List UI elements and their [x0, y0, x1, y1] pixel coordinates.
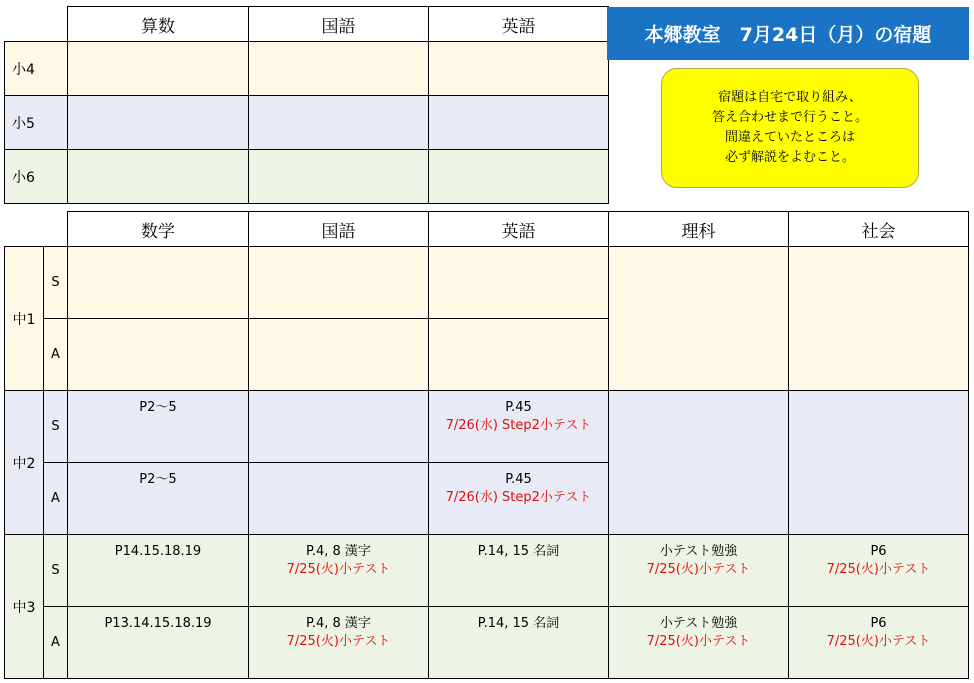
homework-text: P2〜5: [139, 472, 177, 487]
homework-text: P6: [870, 544, 887, 559]
homework-cell: [789, 247, 969, 391]
test-note: 7/25(火)小テスト: [826, 634, 931, 649]
subject-header: 国語: [249, 212, 429, 247]
homework-text: P.45: [505, 472, 532, 487]
note-line: 間違えていたところは: [724, 130, 855, 145]
homework-cell: [68, 247, 249, 319]
homework-cell: [249, 42, 429, 96]
homework-cell: [68, 391, 249, 463]
class-label: S: [44, 247, 68, 319]
homework-cell: [249, 96, 429, 150]
homework-cell: [68, 96, 249, 150]
grade-label: 小6: [5, 150, 68, 204]
subject-header: 算数: [68, 7, 249, 42]
homework-cell: [249, 319, 429, 391]
homework-text: P.4, 8 漢字: [306, 544, 371, 559]
homework-text: P.14, 15 名詞: [477, 616, 560, 631]
corner-blank: [5, 212, 68, 247]
homework-cell: [789, 607, 969, 679]
elementary-homework-table: [4, 6, 609, 204]
test-note: 7/26(水) Step2小テスト: [445, 418, 592, 433]
homework-text: P.4, 8 漢字: [306, 616, 371, 631]
grade-label: 中2: [5, 391, 44, 535]
homework-text: P.45: [505, 400, 532, 415]
homework-cell: [249, 150, 429, 204]
test-note: 7/26(水) Step2小テスト: [445, 490, 592, 505]
subject-header: 英語: [429, 212, 609, 247]
homework-cell: [249, 535, 429, 607]
class-label: A: [44, 319, 68, 391]
homework-text: P13.14.15.18.19: [104, 616, 212, 631]
homework-text: P6: [870, 616, 887, 631]
test-note: 7/25(火)小テスト: [826, 562, 931, 577]
homework-cell: [789, 391, 969, 535]
note-line: 必ず解説をよむこと。: [724, 150, 855, 165]
test-note: 7/25(火)小テスト: [286, 634, 391, 649]
homework-cell: [609, 607, 789, 679]
note-line: 答え合わせまで行うこと。: [711, 110, 868, 125]
grade-label: 中1: [5, 247, 44, 391]
class-label: A: [44, 607, 68, 679]
homework-text: 小テスト勉強: [659, 544, 738, 559]
homework-cell: [68, 535, 249, 607]
homework-cell: [609, 391, 789, 535]
test-note: 7/25(火)小テスト: [286, 562, 391, 577]
homework-cell: [68, 150, 249, 204]
homework-text: P14.15.18.19: [114, 544, 202, 559]
homework-cell: [429, 535, 609, 607]
homework-cell: [249, 607, 429, 679]
grade-label: 中3: [5, 535, 44, 679]
homework-cell: [68, 42, 249, 96]
homework-cell: [609, 535, 789, 607]
grade-label: 小4: [5, 42, 68, 96]
corner-blank: [5, 7, 68, 42]
homework-cell: [68, 463, 249, 535]
page-title: 本郷教室 7月24日（月）の宿題: [607, 7, 969, 60]
subject-header: 社会: [789, 212, 969, 247]
homework-text: P2〜5: [139, 400, 177, 415]
homework-cell: [429, 247, 609, 319]
subject-header: 英語: [429, 7, 609, 42]
homework-cell: [429, 463, 609, 535]
homework-cell: [429, 96, 609, 150]
test-note: 7/25(火)小テスト: [646, 562, 751, 577]
homework-cell: [789, 535, 969, 607]
subject-header: 国語: [249, 7, 429, 42]
homework-cell: [249, 247, 429, 319]
subject-header: 理科: [609, 212, 789, 247]
homework-cell: [429, 42, 609, 96]
note-line: 宿題は自宅で取り組み、: [718, 90, 862, 105]
middle-homework-table: [4, 211, 969, 679]
test-note: 7/25(火)小テスト: [646, 634, 751, 649]
homework-cell: [68, 607, 249, 679]
homework-cell: [609, 247, 789, 391]
homework-text: P.14, 15 名詞: [477, 544, 560, 559]
grade-label: 小5: [5, 96, 68, 150]
class-label: A: [44, 463, 68, 535]
subject-header: 数学: [68, 212, 249, 247]
homework-cell: [429, 319, 609, 391]
homework-cell: [249, 463, 429, 535]
class-label: S: [44, 391, 68, 463]
homework-cell: [68, 319, 249, 391]
homework-text: 小テスト勉強: [659, 616, 738, 631]
homework-note: [661, 68, 919, 188]
class-label: S: [44, 535, 68, 607]
homework-cell: [429, 150, 609, 204]
homework-cell: [249, 391, 429, 463]
homework-cell: [429, 391, 609, 463]
homework-cell: [429, 607, 609, 679]
